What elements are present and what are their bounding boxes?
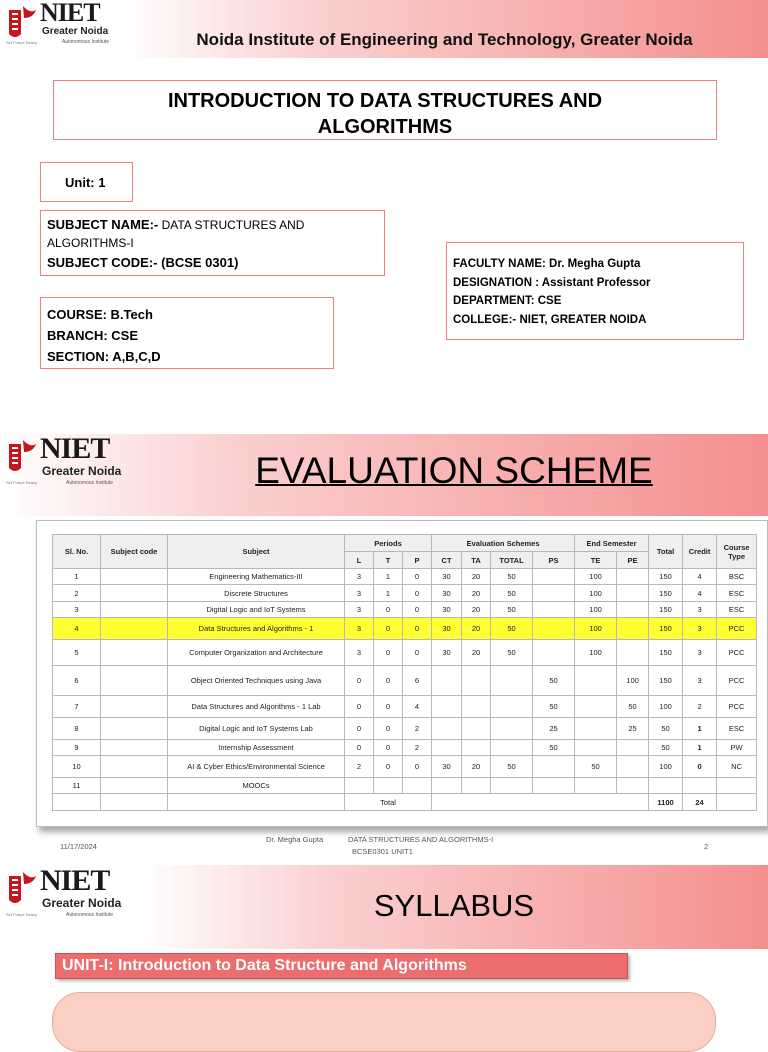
cell-subject: AI & Cyber Ethics/Environmental Science — [168, 756, 345, 778]
institute-name: Noida Institute of Engineering and Technology, Greater Noida — [196, 30, 693, 49]
cell-credit: 1 — [683, 740, 717, 756]
subject-code: SUBJECT CODE:- (BCSE 0301) — [47, 255, 239, 270]
table-row — [53, 640, 757, 666]
cell-eval-total: 50 — [491, 618, 533, 640]
cell-endsem-pe: 100 — [617, 666, 649, 696]
branch-line: BRANCH: CSE — [47, 328, 138, 343]
cell-periods-t: 0 — [374, 740, 403, 756]
total-row-label: Total — [345, 794, 432, 811]
th-ps: PS — [533, 552, 575, 569]
cell-eval-ct: 30 — [432, 602, 462, 618]
cell-course-type: ESC — [717, 718, 757, 740]
logo-autonomous: Autonomous Institute — [62, 39, 109, 45]
cell-credit: 3 — [683, 666, 717, 696]
cell-credit: 4 — [683, 569, 717, 585]
cell-eval-ta: 20 — [462, 618, 491, 640]
content-shape — [52, 992, 716, 1052]
th-evaluation-schemes: Evaluation Schemes — [432, 535, 575, 552]
cell-endsem-te: 100 — [575, 618, 617, 640]
cell-total: 150 — [649, 602, 683, 618]
cell-endsem-pe: 50 — [617, 696, 649, 718]
cell-periods-l: 0 — [345, 718, 374, 740]
cell-endsem-te: 100 — [575, 569, 617, 585]
table-row — [53, 740, 757, 756]
th-ct: CT — [432, 552, 462, 569]
syllabus-title: SYLLABUS — [373, 888, 535, 923]
logo-autonomous: Autonomous Institute — [66, 480, 113, 486]
cell-eval-total — [491, 696, 533, 718]
footer-course-line2: BCSE0301 UNIT1 — [352, 847, 413, 856]
cell-subject-code — [101, 756, 168, 778]
cell-subject: MOOCs — [168, 778, 345, 794]
th-t: T — [374, 552, 403, 569]
cell-eval-total — [491, 778, 533, 794]
cell-periods-l: 0 — [345, 666, 374, 696]
cell-periods-p: 2 — [403, 718, 432, 740]
cell-periods-p: 0 — [403, 569, 432, 585]
cell-subject: Data Structures and Algorithms - 1 Lab — [168, 696, 345, 718]
cell-total — [649, 778, 683, 794]
table-row — [53, 569, 757, 585]
cell-subject-code — [101, 569, 168, 585]
cell-credit: 3 — [683, 618, 717, 640]
niet-emblem-icon — [6, 4, 40, 44]
footer-page-number: 2 — [704, 842, 709, 851]
faculty-box — [446, 242, 744, 340]
course-title-box — [53, 80, 717, 140]
section-line: SECTION: A,B,C,D — [47, 349, 161, 364]
cell-eval-ct — [432, 696, 462, 718]
cell-total: 50 — [649, 740, 683, 756]
logo-name: NIET — [40, 0, 100, 27]
table-row — [53, 718, 757, 740]
cell-endsem-pe — [617, 778, 649, 794]
cell-credit: 1 — [683, 718, 717, 740]
cell-subject-code — [101, 696, 168, 718]
cell-eval-ps — [533, 778, 575, 794]
cell-eval-total — [491, 718, 533, 740]
cell-sl-no: 11 — [53, 778, 101, 794]
cell-credit: 3 — [683, 602, 717, 618]
cell-course-type: NC — [717, 756, 757, 778]
cell-endsem-pe — [617, 756, 649, 778]
cell-periods-t: 0 — [374, 718, 403, 740]
th-ta: TA — [462, 552, 491, 569]
total-row-empty — [717, 794, 757, 811]
cell-endsem-pe: 25 — [617, 718, 649, 740]
faculty-college: COLLEGE:- NIET, GREATER NOIDA — [453, 313, 647, 326]
cell-endsem-te: 100 — [575, 640, 617, 666]
cell-eval-total — [491, 666, 533, 696]
cell-periods-p: 0 — [403, 602, 432, 618]
niet-logo-2 — [6, 432, 136, 488]
th-pe: PE — [617, 552, 649, 569]
cell-endsem-pe — [617, 640, 649, 666]
unit-heading-banner: UNIT-I: Introduction to Data Structure and Algorithms — [55, 953, 628, 979]
cell-eval-ps — [533, 756, 575, 778]
cell-eval-total: 50 — [491, 640, 533, 666]
cell-periods-t: 0 — [374, 640, 403, 666]
cell-subject: Digital Logic and IoT Systems — [168, 602, 345, 618]
cell-endsem-pe — [617, 740, 649, 756]
faculty-department: DEPARTMENT: CSE — [453, 295, 562, 307]
logo-subname: Greater Noida — [42, 896, 122, 910]
cell-sl-no: 4 — [53, 618, 101, 640]
th-end-semester: End Semester — [575, 535, 649, 552]
total-row-empty — [168, 794, 345, 811]
cell-course-type — [717, 778, 757, 794]
cell-periods-l: 3 — [345, 569, 374, 585]
cell-eval-ct: 30 — [432, 618, 462, 640]
cell-endsem-pe — [617, 569, 649, 585]
th-l: L — [345, 552, 374, 569]
cell-eval-ps: 50 — [533, 666, 575, 696]
cell-endsem-te: 100 — [575, 585, 617, 602]
cell-eval-total: 50 — [491, 585, 533, 602]
cell-subject-code — [101, 778, 168, 794]
cell-credit: 2 — [683, 696, 717, 718]
footer-date: 11/17/2024 — [60, 842, 97, 851]
cell-periods-t: 0 — [374, 666, 403, 696]
cell-course-type: PCC — [717, 640, 757, 666]
cell-sl-no: 6 — [53, 666, 101, 696]
cell-periods-t: 1 — [374, 569, 403, 585]
cell-eval-ta — [462, 718, 491, 740]
unit-label: Unit: 1 — [40, 162, 133, 202]
cell-periods-l: 3 — [345, 618, 374, 640]
th-p: P — [403, 552, 432, 569]
cell-credit — [683, 778, 717, 794]
cell-credit: 4 — [683, 585, 717, 602]
cell-subject-code — [101, 740, 168, 756]
subject-box — [40, 210, 385, 276]
cell-eval-ta: 20 — [462, 602, 491, 618]
cell-eval-total: 50 — [491, 602, 533, 618]
cell-periods-t: 1 — [374, 585, 403, 602]
cell-total: 150 — [649, 666, 683, 696]
niet-emblem-icon — [6, 870, 40, 910]
evaluation-table-body — [53, 569, 757, 794]
cell-course-type: PW — [717, 740, 757, 756]
course-box — [40, 297, 334, 369]
cell-endsem-te — [575, 696, 617, 718]
subject-name-value: DATA STRUCTURES AND ALGORITHMS-I — [47, 218, 305, 250]
th-te: TE — [575, 552, 617, 569]
cell-credit: 0 — [683, 756, 717, 778]
cell-sl-no: 2 — [53, 585, 101, 602]
logo-autonomous: Autonomous Institute — [66, 912, 113, 918]
cell-total: 150 — [649, 618, 683, 640]
cell-periods-p: 0 — [403, 618, 432, 640]
cell-eval-ps — [533, 602, 575, 618]
cell-total: 100 — [649, 696, 683, 718]
cell-subject: Engineering Mathematics-III — [168, 569, 345, 585]
cell-sl-no: 7 — [53, 696, 101, 718]
faculty-name: FACULTY NAME: Dr. Megha Gupta — [453, 258, 641, 270]
cell-periods-l: 3 — [345, 640, 374, 666]
total-row-empty — [53, 794, 101, 811]
cell-periods-l: 0 — [345, 696, 374, 718]
logo-tagline: Set Future Ready — [6, 40, 38, 45]
cell-eval-ta: 20 — [462, 585, 491, 602]
cell-eval-ps — [533, 569, 575, 585]
logo-subname: Greater Noida — [42, 464, 122, 478]
table-row — [53, 602, 757, 618]
cell-total: 150 — [649, 585, 683, 602]
cell-endsem-pe — [617, 602, 649, 618]
cell-periods-l: 2 — [345, 756, 374, 778]
cell-eval-ta: 20 — [462, 569, 491, 585]
cell-course-type: PCC — [717, 618, 757, 640]
table-row — [53, 778, 757, 794]
th-course-type: Course Type — [717, 535, 757, 569]
cell-periods-p: 0 — [403, 756, 432, 778]
cell-eval-ct — [432, 778, 462, 794]
cell-course-type: PCC — [717, 696, 757, 718]
faculty-designation: DESIGNATION : Assistant Professor — [453, 276, 651, 289]
th-slno: Sl. No. — [53, 535, 101, 569]
th-total: Total — [649, 535, 683, 569]
cell-eval-ps — [533, 640, 575, 666]
niet-logo-3 — [6, 864, 136, 920]
total-row-total: 1100 — [649, 794, 683, 811]
logo-tagline: Set Future Ready — [6, 480, 38, 485]
cell-total: 150 — [649, 640, 683, 666]
cell-total: 50 — [649, 718, 683, 740]
cell-eval-ct: 30 — [432, 756, 462, 778]
cell-periods-t: 0 — [374, 618, 403, 640]
cell-total: 100 — [649, 756, 683, 778]
cell-sl-no: 1 — [53, 569, 101, 585]
cell-periods-l: 0 — [345, 740, 374, 756]
cell-eval-ct — [432, 718, 462, 740]
cell-eval-ta: 20 — [462, 756, 491, 778]
cell-course-type: ESC — [717, 585, 757, 602]
cell-eval-ps — [533, 618, 575, 640]
cell-periods-t — [374, 778, 403, 794]
cell-eval-ta — [462, 778, 491, 794]
cell-periods-l: 3 — [345, 585, 374, 602]
cell-endsem-te: 50 — [575, 756, 617, 778]
cell-periods-p: 0 — [403, 640, 432, 666]
cell-periods-l: 3 — [345, 602, 374, 618]
cell-subject-code — [101, 666, 168, 696]
cell-endsem-te — [575, 718, 617, 740]
cell-subject-code — [101, 718, 168, 740]
cell-endsem-pe — [617, 618, 649, 640]
cell-eval-ps: 25 — [533, 718, 575, 740]
cell-periods-p: 0 — [403, 585, 432, 602]
total-row-empty — [101, 794, 168, 811]
cell-periods-p: 4 — [403, 696, 432, 718]
cell-subject: Internship Assessment — [168, 740, 345, 756]
cell-endsem-te: 100 — [575, 602, 617, 618]
subject-name-label: SUBJECT NAME:- — [47, 217, 159, 232]
table-row — [53, 756, 757, 778]
course-title-line1: INTRODUCTION TO DATA STRUCTURES AND — [167, 90, 603, 112]
cell-eval-ct — [432, 666, 462, 696]
cell-eval-total: 50 — [491, 569, 533, 585]
cell-endsem-te — [575, 778, 617, 794]
cell-periods-t: 0 — [374, 602, 403, 618]
table-row — [53, 618, 757, 640]
course-title-line2: ALGORITHMS — [317, 116, 453, 138]
cell-eval-total: 50 — [491, 756, 533, 778]
cell-eval-ps: 50 — [533, 740, 575, 756]
logo-name: NIET — [40, 864, 110, 897]
footer-author: Dr. Megha Gupta — [266, 835, 324, 844]
th-subject-code: Subject code — [101, 535, 168, 569]
evaluation-table — [52, 534, 757, 811]
cell-sl-no: 3 — [53, 602, 101, 618]
th-subject: Subject — [168, 535, 345, 569]
cell-subject: Data Structures and Algorithms - 1 — [168, 618, 345, 640]
cell-periods-p: 2 — [403, 740, 432, 756]
cell-eval-ta — [462, 740, 491, 756]
cell-sl-no: 5 — [53, 640, 101, 666]
cell-sl-no: 9 — [53, 740, 101, 756]
cell-sl-no: 8 — [53, 718, 101, 740]
cell-periods-l — [345, 778, 374, 794]
cell-periods-t: 0 — [374, 756, 403, 778]
cell-credit: 3 — [683, 640, 717, 666]
cell-eval-ta — [462, 696, 491, 718]
cell-endsem-te — [575, 740, 617, 756]
th-credit: Credit — [683, 535, 717, 569]
cell-endsem-pe — [617, 585, 649, 602]
cell-eval-ta: 20 — [462, 640, 491, 666]
cell-eval-ct: 30 — [432, 569, 462, 585]
cell-sl-no: 10 — [53, 756, 101, 778]
cell-subject-code — [101, 585, 168, 602]
cell-eval-total — [491, 740, 533, 756]
cell-course-type: PCC — [717, 666, 757, 696]
logo-tagline: Set Future Ready — [6, 912, 38, 917]
cell-periods-p — [403, 778, 432, 794]
footer-course-line1: DATA STRUCTURES AND ALGORITHMS-I — [348, 835, 494, 844]
cell-eval-ct: 30 — [432, 640, 462, 666]
table-row — [53, 696, 757, 718]
niet-logo — [6, 2, 118, 48]
cell-course-type: BSC — [717, 569, 757, 585]
cell-periods-t: 0 — [374, 696, 403, 718]
logo-name: NIET — [40, 432, 110, 465]
cell-eval-ps — [533, 585, 575, 602]
cell-total: 150 — [649, 569, 683, 585]
total-row-empty — [432, 794, 649, 811]
cell-periods-p: 6 — [403, 666, 432, 696]
cell-eval-ta — [462, 666, 491, 696]
cell-eval-ps: 50 — [533, 696, 575, 718]
cell-subject: Discrete Structures — [168, 585, 345, 602]
table-row — [53, 585, 757, 602]
cell-subject-code — [101, 602, 168, 618]
cell-subject: Digital Logic and IoT Systems Lab — [168, 718, 345, 740]
th-periods: Periods — [345, 535, 432, 552]
cell-subject: Computer Organization and Architecture — [168, 640, 345, 666]
niet-emblem-icon — [6, 438, 40, 478]
th-total-eval: TOTAL — [491, 552, 533, 569]
cell-course-type: ESC — [717, 602, 757, 618]
cell-subject: Object Oriented Techniques using Java — [168, 666, 345, 696]
cell-eval-ct: 30 — [432, 585, 462, 602]
cell-eval-ct — [432, 740, 462, 756]
table-row — [53, 666, 757, 696]
logo-subname: Greater Noida — [42, 26, 109, 37]
cell-subject-code — [101, 618, 168, 640]
cell-subject-code — [101, 640, 168, 666]
evaluation-title: EVALUATION SCHEME — [255, 450, 653, 491]
total-row-credit: 24 — [683, 794, 717, 811]
cell-endsem-te — [575, 666, 617, 696]
course-line: COURSE: B.Tech — [47, 307, 153, 322]
